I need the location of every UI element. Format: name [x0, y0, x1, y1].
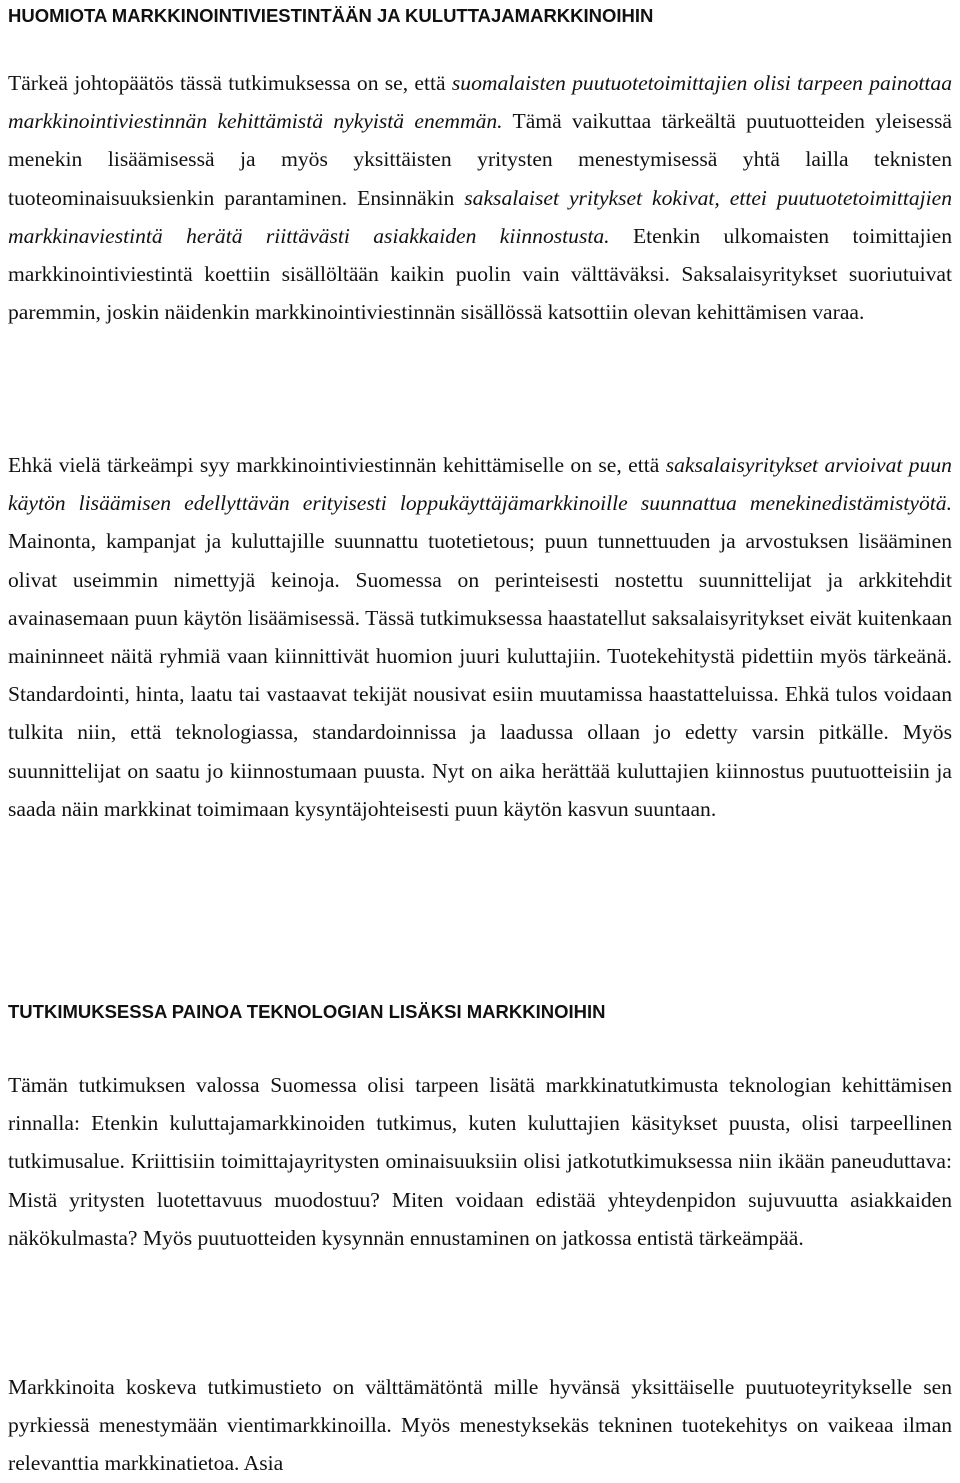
emphasis-text: saksalaisyritykset arvioivat puun käytön lisäämisen edellyttävän erityisesti loppukäyttäjämarkkinoille suunnattua menekinedistämistyötä.	[8, 453, 952, 516]
emphasis-text: suomalaisten puutuotetoimittajien olisi tarpeen painottaa markkinointiviestinnän kehittämistä nykyistä enemmän.	[8, 71, 952, 134]
paragraph-market-research: Tämän tutkimuksen valossa Suomessa olisi tarpeen lisätä markkinatutkimusta teknologian kehittämisen rinnalla: Etenkin kuluttajamarkkinoiden tutkimus, kuten kuluttajien käsitykset puusta, olisi tarpeellinen tutkimusalue. Kriittisiin toimittajayritysten ominaisuuksiin olisi jatkotutkimuksessa niin ikään paneuduttava: Mistä yritysten luotettavuus muodostuu? Miten voidaan edistää yhteydenpidon sujuvuutta asiakkaiden näkökulmasta? Myös puutuotteiden kysynnän ennustaminen on jatkossa entistä tärkeämpää.	[8, 1073, 952, 1250]
paragraph-text: Ehkä vielä tärkeämpi syy markkinointiviestinnän kehittämiselle on se, että	[8, 453, 666, 477]
paragraph-text: Tärkeä johtopäätös tässä tutkimuksessa on se, että	[8, 71, 452, 95]
section-heading-research: TUTKIMUKSESSA PAINOA TEKNOLOGIAN LISÄKSI MARKKINOIHIN	[8, 1001, 606, 1022]
paragraph-consumer-marketing	[8, 446, 952, 828]
section-heading-marketing: HUOMIOTA MARKKINOINTIVIESTINTÄÄN JA KULUTTAJAMARKKINOIHIN	[8, 5, 654, 26]
paragraph-text: Tämä vaikuttaa tärkeältä puutuotteiden yleisessä menekin lisäämisessä ja myös yksittäisten yritysten menestymisessä yhtä lailla teknisten tuoteominaisuuksienkin parantaminen. Ensinnäkin	[8, 109, 952, 210]
emphasis-text: saksalaiset yritykset kokivat, ettei puutuotetoimittajien markkinaviestintä herätä riittävästi asiakkaiden kiinnostusta.	[8, 185, 952, 248]
paragraph-market-information: Markkinoita koskeva tutkimustieto on välttämätöntä mille hyvänsä yksittäiselle puutuoteyritykselle sen pyrkiessä menestymään vientimarkkinoilla. Myös menestyksekäs tekninen tuotekehitys on vaikeaa ilman relevanttia markkinatietoa. Asia	[8, 1375, 952, 1476]
paragraph-text: Mainonta, kampanjat ja kuluttajille suunnattu tuotetietous; puun tunnettuuden ja arvostuksen lisääminen olivat useimmin nimettyjä keinoja. Suomessa on perinteisesti nostettu suunnittelijat ja arkkitehdit avainasemaan puun käytön lisäämisessä. Tässä tutkimuksessa haastatellut saksalaisyritykset eivät kuitenkaan maininneet näitä ryhmiä vaan kiinnittivät huomion juuri kuluttajiin. Tuotekehitystä pidettiin myös tärkeänä. Standardointi, hinta, laatu tai vastaavat tekijät nousivat esiin muutamissa haastatteluissa. Ehkä tulos voidaan tulkita niin, että teknologiassa, standardoinnissa ja laadussa ollaan jo edetty varsin pitkälle. Myös suunnittelijat on saatu jo kiinnostumaan puusta. Nyt on aika herättää kuluttajien kiinnostus puutuotteisiin ja saada näin markkinat toimimaan kysyntäjohteisesti puun käytön kasvun suuntaan.	[8, 529, 952, 821]
paragraph-conclusion	[8, 64, 952, 331]
paragraph-text: Etenkin ulkomaisten toimittajien markkinointiviestintä koettiin sisällöltään kaikin puolin vain välttäväksi. Saksalaisyritykset suoriutuivat paremmin, joskin näidenkin markkinointiviestinnän sisällössä katsottiin olevan kehittämisen varaa.	[8, 223, 953, 325]
